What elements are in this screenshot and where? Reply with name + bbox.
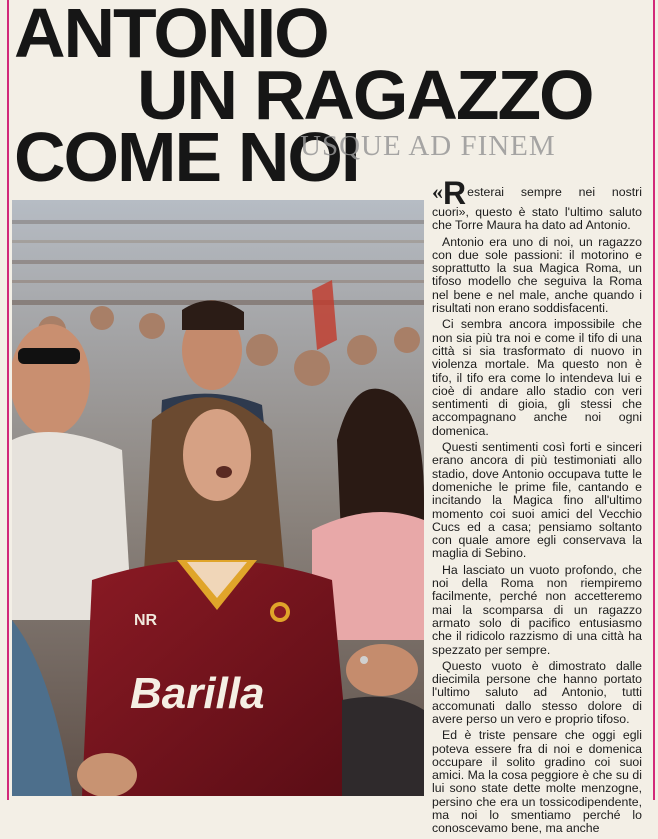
opening-quote-mark: « (432, 179, 443, 204)
left-margin-rule (7, 0, 9, 800)
crowd-photo (12, 200, 424, 796)
article-paragraph-5: Ha lasciato un vuoto profondo, che noi della Roma non riempiremo facilmente, perché non accetteremo mai la scomparsa di un ragazzo armato solo di pacifico entusiasmo che il ridicolo razzismo di una città ha spezzato per sempre. (432, 562, 642, 657)
crowd-photo-illustration (12, 200, 424, 796)
headline-line-3: COME NOI (14, 118, 359, 196)
article-body (432, 175, 642, 839)
article-paragraph-6: Questo vuoto è dimostrato dalle diecimila persone che hanno portato l'ultimo saluto ad Antonio, tutti accomunati dallo stesso dolore di avere perso un vero e proprio tifoso. (432, 658, 642, 726)
article-paragraph-4: Questi sentimenti così forti e sinceri erano ancora di più testimoniati allo stadio, dove Antonio occupava tutte le domeniche le prime file, cantando e incitando la Magica fino all'ultimo momento coi suoi amici del Vecchio Cucs ed a casa; pensiamo soltanto con quale amore egli conservava la maglia di Sebino. (432, 440, 642, 561)
headline-line-2: UN RAGAZZO (137, 56, 593, 134)
right-margin-rule (653, 0, 655, 800)
article-paragraph-3: Ci sembra ancora impossibile che non sia più tra noi e come il tifo di una città si sia trasformato di nuovo in violenza mortale. Ma questo non è tifo, il tifo era come lo intendeva lui e cioè di andare allo stadio con veri sentimenti di gioia, gli stessi che accompagnano anche noi ogni domenica. (432, 317, 642, 438)
kit-brand-label: NR (134, 612, 158, 629)
article-paragraph-1-text: esterai sempre nei nostri cuori», questo è stato l'ultimo saluto che Torre Maura ha dato ad Antonio. (432, 185, 642, 233)
watermark: USQUE AD FINEM (300, 130, 556, 162)
article-paragraph-1 (432, 175, 642, 233)
drop-cap-letter: R (443, 175, 467, 211)
article-paragraph-2: Antonio era uno di noi, un ragazzo con due sole passioni: il motorino e soprattutto la sua Magica Roma, un tifoso modello che seguiva la Roma nel bene e nel male, anche quando i risultati non erano soddisfacenti. (432, 234, 642, 316)
headline-line-1: ANTONIO (14, 0, 328, 72)
article-paragraph-7: Ed è triste pensare che oggi egli poteva essere fra di noi e domenica occupare il solito gradino coi suoi amici. Ma la cosa peggiore è che su di lui sono state dette molte menzogne, persino che era un tossicodipendente, ma noi lo smentiamo perché lo conoscevamo bene, ma anche (432, 728, 642, 836)
jersey-sponsor-label: Barilla (130, 669, 265, 718)
